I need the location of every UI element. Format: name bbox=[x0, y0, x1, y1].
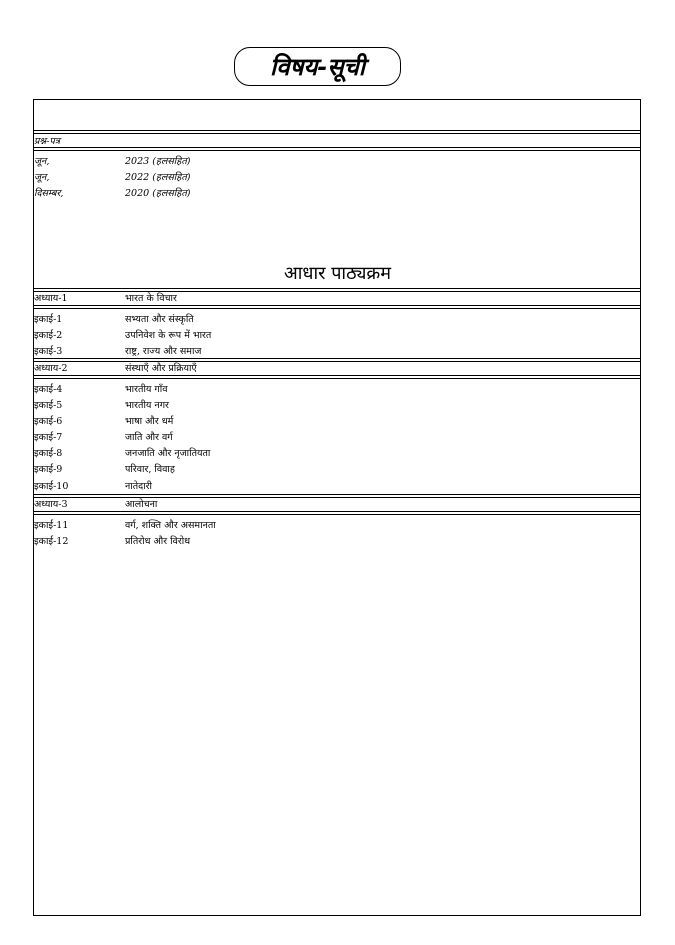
chapter-title: आलोचना bbox=[125, 499, 158, 510]
page-title: विषय-सूची bbox=[270, 52, 365, 81]
unit-title: भारतीय गाँव bbox=[125, 384, 168, 395]
divider bbox=[33, 305, 641, 309]
unit-label: इकाई-8 bbox=[34, 448, 63, 459]
unit-title: उपनिवेश के रूप में भारत bbox=[125, 330, 212, 341]
paper-detail: 2023 (हलसहित) bbox=[125, 156, 191, 167]
paper-month: जून, bbox=[34, 172, 50, 183]
unit-label: इकाई-1 bbox=[34, 314, 63, 325]
paper-month: दिसम्बर, bbox=[34, 188, 64, 199]
question-papers-heading: प्रश्न-पत्र bbox=[34, 136, 60, 147]
unit-title: जनजाति और नृजातियता bbox=[125, 448, 211, 459]
unit-label: इकाई-5 bbox=[34, 400, 63, 411]
divider bbox=[33, 288, 641, 292]
unit-label: इकाई-7 bbox=[34, 432, 63, 443]
unit-title: नातेदारी bbox=[125, 481, 152, 492]
divider bbox=[33, 511, 641, 515]
unit-title: वर्ग, शक्ति और असमानता bbox=[125, 520, 216, 531]
unit-label: इकाई-6 bbox=[34, 416, 63, 427]
divider bbox=[33, 494, 641, 498]
unit-title: सभ्यता और संस्कृति bbox=[125, 314, 194, 325]
unit-label: इकाई-4 bbox=[34, 384, 63, 395]
unit-title: भारतीय नगर bbox=[125, 400, 169, 411]
section-heading: आधार पाठ्यक्रम bbox=[283, 263, 391, 284]
divider bbox=[33, 358, 641, 362]
unit-title: प्रतिरोध और विरोध bbox=[125, 536, 191, 547]
paper-month: जून, bbox=[34, 156, 50, 167]
unit-title: राष्ट्र, राज्य और समाज bbox=[125, 346, 202, 357]
divider bbox=[33, 130, 641, 134]
unit-label: इकाई-2 bbox=[34, 330, 63, 341]
paper-detail: 2020 (हलसहित) bbox=[125, 188, 191, 199]
chapter-title: भारत के विचार bbox=[125, 293, 177, 304]
divider bbox=[33, 375, 641, 379]
chapter-label: अध्याय-2 bbox=[34, 363, 68, 374]
unit-label: इकाई-9 bbox=[34, 464, 63, 475]
unit-title: जाति और वर्ग bbox=[125, 432, 173, 443]
unit-label: इकाई-11 bbox=[34, 520, 69, 531]
unit-label: इकाई-3 bbox=[34, 346, 63, 357]
chapter-title: संस्थाएँ और प्रक्रियाएँ bbox=[125, 363, 197, 374]
paper-detail: 2022 (हलसहित) bbox=[125, 172, 191, 183]
unit-title: परिवार, विवाह bbox=[125, 464, 175, 475]
title-box bbox=[234, 47, 401, 86]
divider bbox=[33, 147, 641, 151]
chapter-label: अध्याय-3 bbox=[34, 499, 68, 510]
chapter-label: अध्याय-1 bbox=[34, 293, 68, 304]
unit-title: भाषा और धर्म bbox=[125, 416, 174, 427]
unit-label: इकाई-10 bbox=[34, 481, 69, 492]
unit-label: इकाई-12 bbox=[34, 536, 69, 547]
